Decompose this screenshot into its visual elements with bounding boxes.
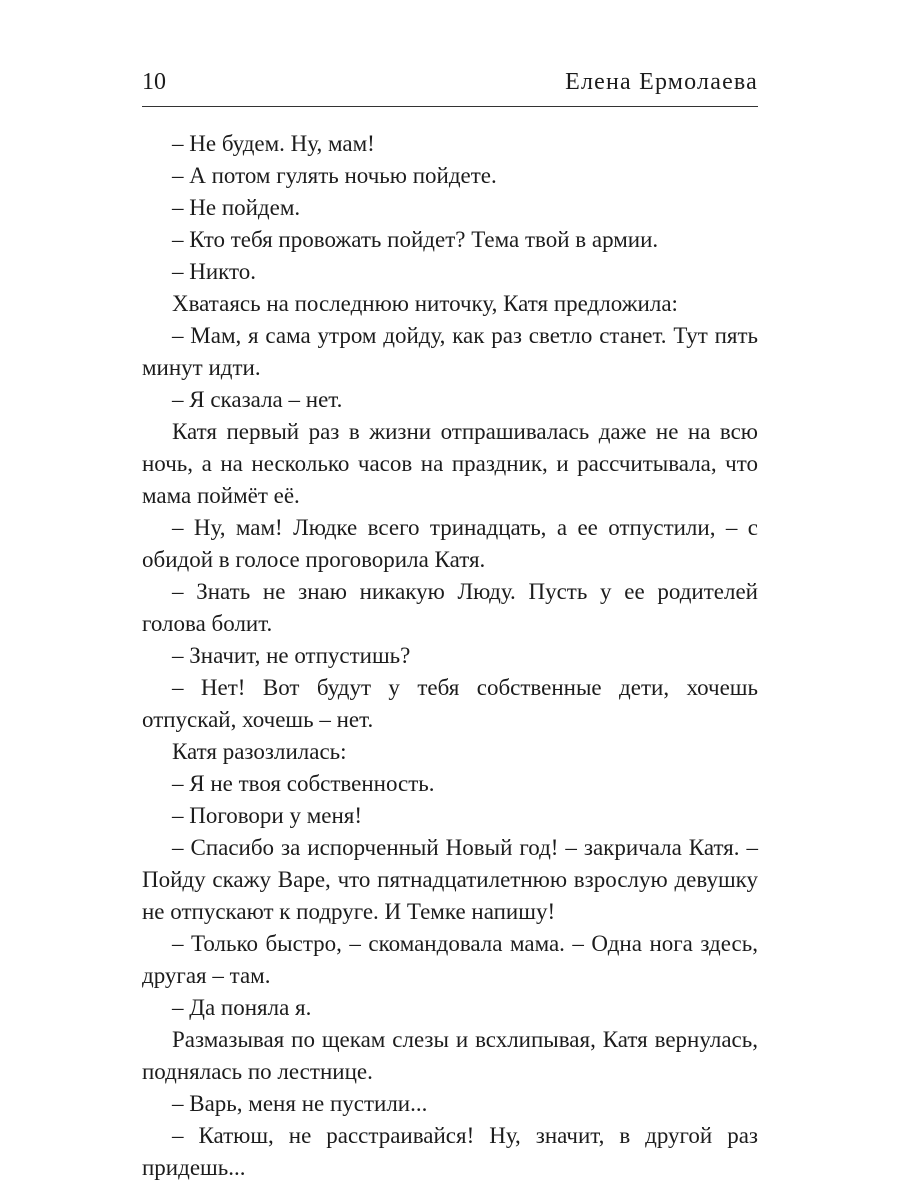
paragraph: – Спасибо за испорченный Новый год! – закричала Катя. – Пойду скажу Варе, что пятнадцатилетнюю взрослую девушку не отпускают к подруге. И Темке напишу!: [142, 835, 758, 924]
paragraph: – Кто тебя провожать пойдет? Тема твой в армии.: [172, 227, 659, 252]
paragraph: Катя первый раз в жизни отпрашивалась даже не на всю ночь, а на несколько часов на праздник, и рассчитывала, что мама поймёт её.: [142, 419, 758, 508]
paragraph: – Только быстро, – скомандовала мама. – Одна нога здесь, другая – там.: [142, 931, 758, 988]
paragraph: Хватаясь на последнюю ниточку, Катя предложила:: [172, 291, 678, 316]
paragraph: – Не пойдем.: [172, 195, 301, 220]
paragraph: Размазывая по щекам слезы и всхлипывая, Катя вернулась, поднялась по лестнице.: [142, 1027, 758, 1084]
header-divider: [142, 106, 758, 107]
paragraph: – Мам, я сама утром дойду, как раз светло станет. Тут пять минут идти.: [142, 323, 758, 380]
body-text: [142, 128, 758, 1184]
paragraph: – Не будем. Ну, мам!: [172, 131, 375, 156]
paragraph: – Катюш, не расстраивайся! Ну, значит, в другой раз придешь...: [142, 1123, 758, 1180]
paragraph: – А потом гулять ночью пойдете.: [172, 163, 497, 188]
paragraph: – Никто.: [172, 259, 257, 284]
running-head: [142, 66, 758, 100]
paragraph: Катя разозлилась:: [172, 739, 347, 764]
paragraph: – Значит, не отпустишь?: [172, 643, 411, 668]
paragraph: – Ну, мам! Людке всего тринадцать, а ее отпустили, – с обидой в голосе проговорила Катя.: [142, 515, 758, 572]
paragraph: – Да поняла я.: [172, 995, 312, 1020]
page-number: 10: [142, 69, 166, 95]
paragraph: – Варь, меня не пустили...: [172, 1091, 428, 1116]
paragraph: – Знать не знаю никакую Люду. Пусть у ее родителей голова болит.: [142, 579, 758, 636]
paragraph: – Я сказала – нет.: [172, 387, 343, 412]
running-head-author: Елена Ермолаева: [565, 69, 758, 95]
paragraph: – Поговори у меня!: [172, 803, 363, 828]
paragraph: – Я не твоя собственность.: [172, 771, 435, 796]
paragraph: – Нет! Вот будут у тебя собственные дети, хочешь отпускай, хочешь – нет.: [142, 675, 758, 732]
